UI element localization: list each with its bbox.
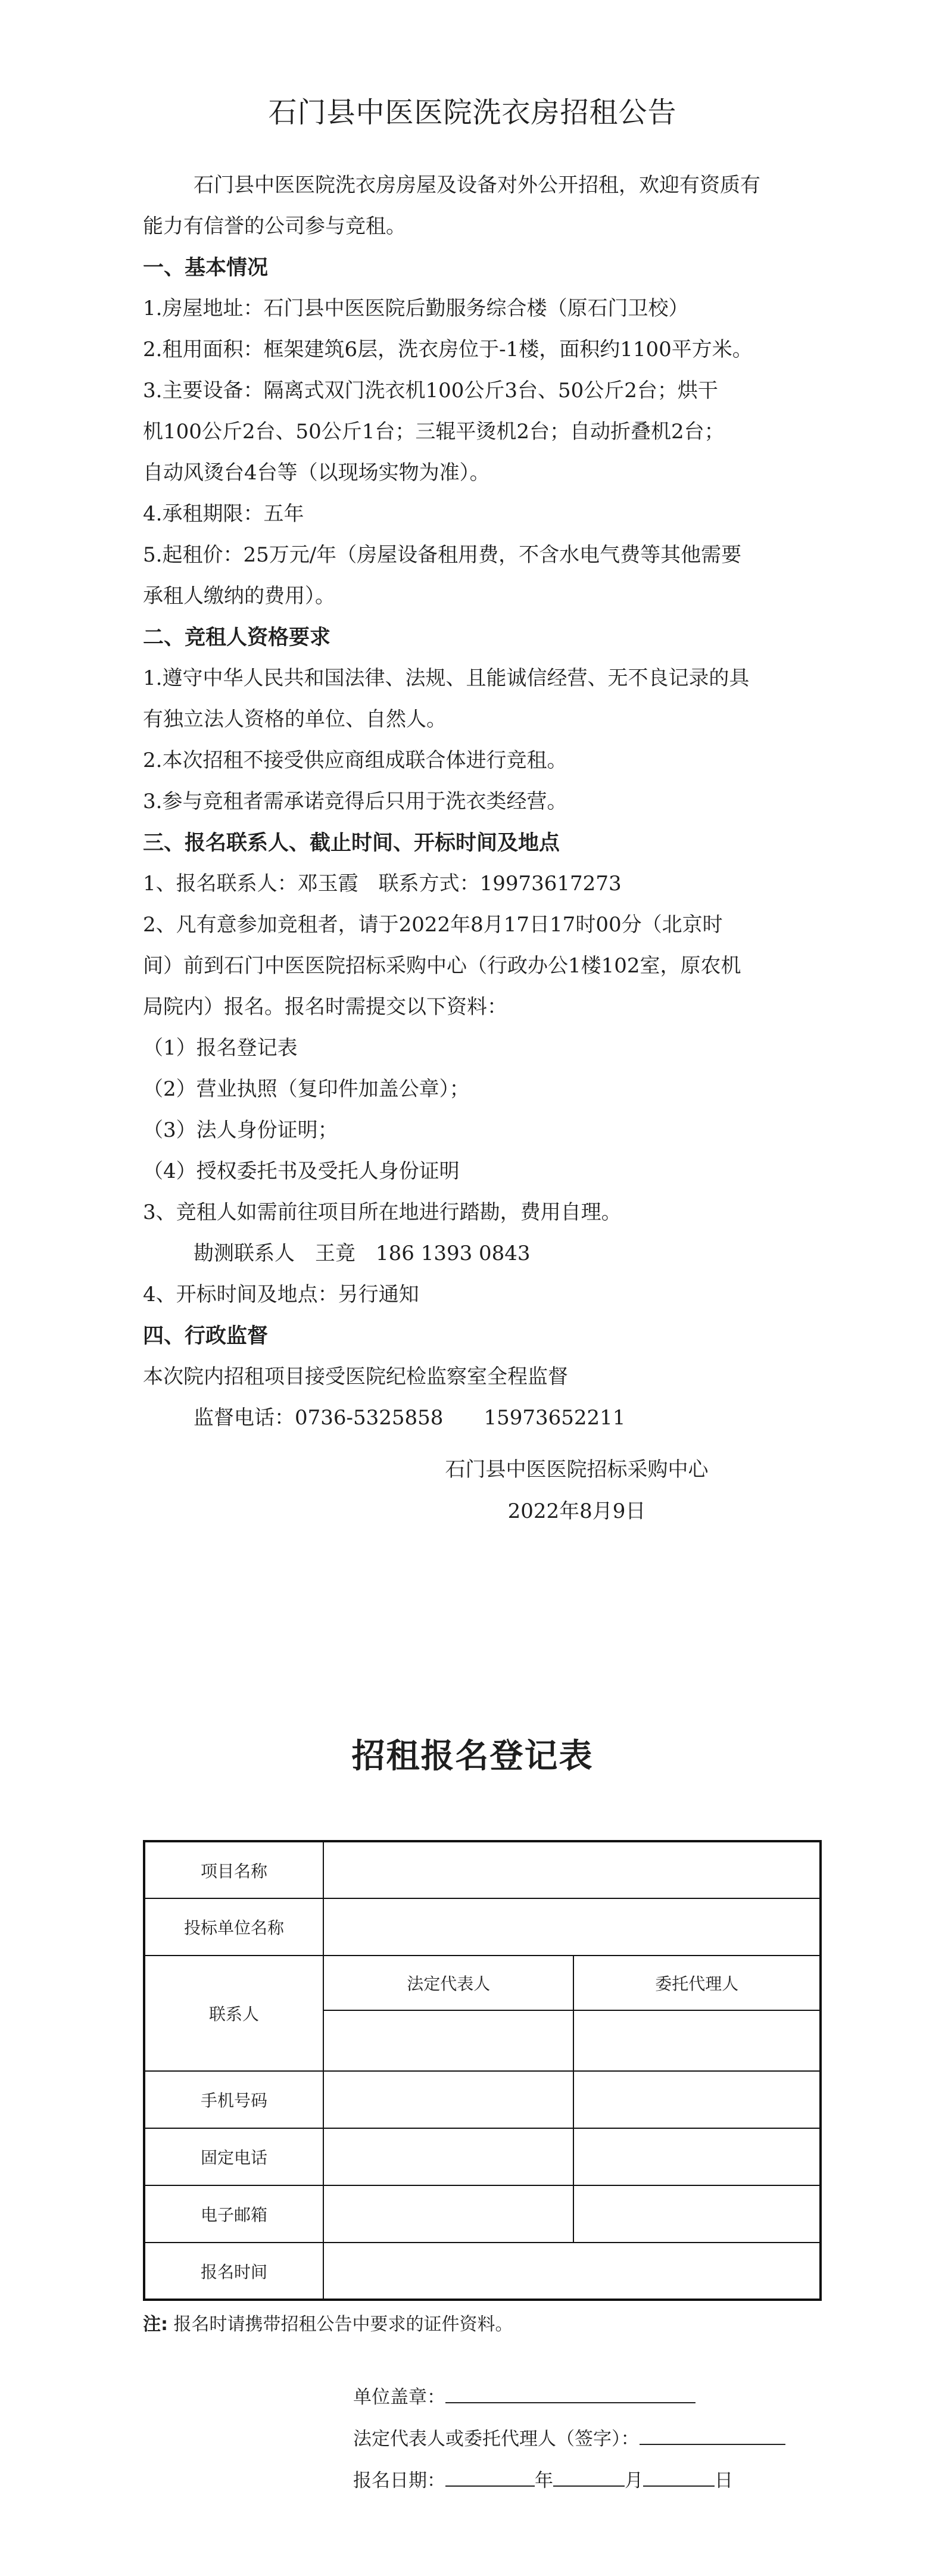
site-survey: 3、竞租人如需前往项目所在地进行踏勘，费用自理。 [143,1200,622,1224]
registration-deadline-3: 局院内）报名。报名时需提交以下资料： [143,995,507,1019]
section-heading-basic: 一、基本情况 [143,255,269,280]
basic-equipment-3: 自动风烫台4台等（以现场实物为准）。 [143,461,490,485]
date-label: 报名日期： [353,2470,445,2491]
basic-price-2: 承租人缴纳的费用）。 [143,584,335,608]
month-label: 月 [625,2470,643,2491]
header-authorized-agent: 委托代理人 [573,1956,821,2010]
section-heading-qualification: 二、竞租人资格要求 [143,625,331,650]
label-project-name: 项目名称 [144,1841,323,1898]
label-contact: 联系人 [144,1956,323,2071]
issuer-name: 石门县中医医院招标采购中心 [445,1458,709,1482]
qualification-2: 2.本次招租不接受供应商组成联合体进行竞租。 [143,749,567,772]
agent-landline-field[interactable] [573,2128,821,2185]
form-note [143,2309,513,2335]
intro-line-2: 能力有信誉的公司参与竞租。 [143,214,406,238]
agent-contact-field[interactable] [573,2010,821,2071]
qualification-3: 3.参与竞租者需承诺竞得后只用于洗衣类经营。 [143,790,567,813]
header-legal-representative: 法定代表人 [323,1956,574,2010]
table-row [144,1841,821,1898]
table-row [144,1956,821,2010]
bidder-name-field[interactable] [323,1898,821,1956]
legal-landline-field[interactable] [323,2128,574,2185]
signature-line [353,2424,785,2450]
registration-deadline-1: 2、凡有意参加竞租者，请于2022年8月17日17时00分（北京时 [143,913,723,937]
issue-date: 2022年8月9日 [507,1499,646,1523]
document-item-2: （2）营业执照（复印件加盖公章）； [143,1077,470,1101]
table-row [144,1898,821,1956]
survey-contact: 勘测联系人 王竟 186 1393 0843 [194,1242,531,1265]
table-row [144,2243,821,2300]
year-blank[interactable] [445,2468,535,2487]
day-blank[interactable] [643,2468,715,2487]
day-label: 日 [715,2470,733,2491]
table-row [144,2185,821,2243]
registration-table [143,1840,822,2301]
registration-time-field[interactable] [323,2243,821,2300]
signature-blank[interactable] [640,2426,785,2445]
registration-contact: 1、报名联系人：邓玉霞 联系方式：19973617273 [143,872,622,896]
month-blank[interactable] [553,2468,625,2487]
date-line [353,2465,733,2492]
legal-contact-field[interactable] [323,2010,574,2071]
basic-address: 1.房屋地址：石门县中医医院后勤服务综合楼（原石门卫校） [143,297,689,320]
year-label: 年 [535,2470,553,2491]
section-heading-supervision: 四、行政监督 [143,1324,269,1348]
document-item-4: （4）授权委托书及受托人身份证明 [143,1159,460,1183]
table-row [144,2071,821,2128]
signature-label: 法定代表人或委托代理人（签字）： [353,2428,640,2450]
note-label: 注: [143,2314,168,2335]
qualification-1a: 1.遵守中华人民共和国法律、法规、且能诚信经营、无不良记录的具 [143,666,750,690]
opening-time: 4、开标时间及地点：另行通知 [143,1283,419,1306]
registration-deadline-2: 间）前到石门中医医院招标采购中心（行政办公1楼102室，原农机 [143,954,741,978]
label-registration-time: 报名时间 [144,2243,323,2300]
document-item-1: （1）报名登记表 [143,1036,298,1060]
seal-blank[interactable] [445,2384,696,2403]
label-landline: 固定电话 [144,2128,323,2185]
intro-line-1: 石门县中医医院洗衣房房屋及设备对外公开招租，欢迎有资质有 [194,173,760,197]
document-item-3: （3）法人身份证明； [143,1118,338,1142]
supervision-phone: 监督电话：0736-5325858 15973652211 [194,1406,626,1430]
basic-area: 2.租用面积：框架建筑6层，洗衣房位于-1楼，面积约1100平方米。 [143,338,753,361]
form-title: 招租报名登记表 [351,1737,594,1776]
basic-price-1: 5.起租价：25万元/年（房屋设备租用费，不含水电气费等其他需要 [143,543,742,567]
seal-label: 单位盖章： [353,2387,445,2408]
supervision-text: 本次院内招租项目接受医院纪检监察室全程监督 [143,1365,568,1389]
seal-line [353,2382,696,2409]
agent-email-field[interactable] [573,2185,821,2243]
label-bidder-name: 投标单位名称 [144,1898,323,1956]
legal-email-field[interactable] [323,2185,574,2243]
basic-equipment-2: 机100公斤2台、50公斤1台；三辊平烫机2台；自动折叠机2台； [143,420,725,444]
label-mobile: 手机号码 [144,2071,323,2128]
note-text: 报名时请携带招租公告中要求的证件资料。 [173,2314,513,2335]
qualification-1b: 有独立法人资格的单位、自然人。 [143,707,447,731]
notice-title: 石门县中医医院洗衣房招租公告 [268,96,677,129]
legal-mobile-field[interactable] [323,2071,574,2128]
table-row [144,2128,821,2185]
basic-term: 4.承租期限：五年 [143,502,304,526]
basic-equipment-1: 3.主要设备：隔离式双门洗衣机100公斤3台、50公斤2台；烘干 [143,379,718,403]
section-heading-registration: 三、报名联系人、截止时间、开标时间及地点 [143,831,560,855]
agent-mobile-field[interactable] [573,2071,821,2128]
project-name-field[interactable] [323,1841,821,1898]
label-email: 电子邮箱 [144,2185,323,2243]
